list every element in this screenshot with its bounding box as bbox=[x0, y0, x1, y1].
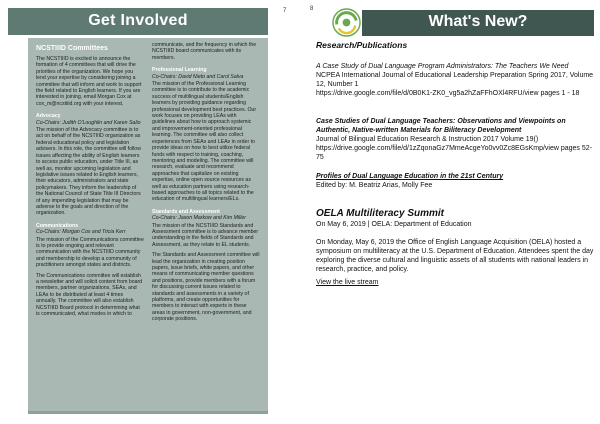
standards-assessment-heading: Standards and Assessment bbox=[152, 208, 220, 215]
summit-date-line: On May 6, 2019 | OELA: Department of Education bbox=[316, 221, 472, 228]
research-publications-heading: Research/Publications bbox=[316, 40, 408, 50]
get-involved-banner bbox=[8, 8, 268, 35]
live-stream-link[interactable]: View the live stream bbox=[316, 279, 379, 286]
whats-new-banner bbox=[362, 10, 594, 36]
summit-body: On Monday, May 6, 2019 the Office of English Language Acquisition (OELA) hosted a symposium on multiliteracy at the U.S. Department of Education. Attendees spent the day exploring the diverse cultural and linguistic assets of all students with national leaders in research, practice, and policy. bbox=[316, 239, 594, 273]
pub1-journal: NCPEA International Journal of Educational Leadership Preparation Spring 2017, Volume 12, Number 1 bbox=[316, 72, 594, 88]
pub1-title: A Case Study of Dual Language Program Administrators: The Teachers We Need bbox=[316, 63, 569, 70]
summit-title: OELA Multiliteracy Summit bbox=[316, 208, 444, 219]
page-number-7: 7 bbox=[283, 8, 287, 14]
advocacy-co-chairs: Co-Chairs: Judith O'Loughlin and Karen Salio bbox=[36, 119, 141, 126]
committees-intro: The NCSTIIID is excited to announce the formation of 4 committees that will drive the priorities of the organization. We hope you lend your expertise by considering joining a committee that will inform and work to support the field related to English learners. If you are interested in joining, email Morgan Cox at cox_m@ncstiiid.org with your interest. bbox=[36, 56, 142, 107]
whats-new-title: What's New? bbox=[428, 13, 528, 30]
pub1-url[interactable]: https://drive.google.com/file/d/0B0K1-ZK0_vg5a2hZaFFhOXl4RFU/view pages 1 - 18 bbox=[316, 90, 580, 97]
pub3-editor: Edited by: M. Beatriz Arias, Molly Fee bbox=[316, 182, 433, 189]
advocacy-heading: Advocacy bbox=[36, 113, 61, 120]
committees-column-1 bbox=[36, 42, 144, 407]
communications-heading: Communications bbox=[36, 222, 79, 229]
standards-assessment-co-chairs: Co-Chairs: Jason Markow and Kim Miller bbox=[152, 215, 246, 222]
pub2-url[interactable]: https://drive.google.com/file/d/1zZqonaGz7MmeAcgeYo0vv0Zc8EGsKmp/view pages 52-75 bbox=[316, 145, 592, 161]
pub3-title[interactable]: Profiles of Dual Language Education in the 21st Century bbox=[316, 173, 504, 180]
panel-footer-bar bbox=[28, 411, 268, 414]
get-involved-title: Get Involved bbox=[88, 12, 188, 29]
advocacy-body: The mission of the Advocacy committee is to act on behalf of the NCSTIIID organization as federal educational policy and legislation advisers. In this role, the committee will follow issues affecting the ability of English learners to access public education, under Title III, as well as, monitor upcoming legislation and legislative issues related to English learners, their educators, administrators and state policymakers. They inform the leadership of the National Council of State Title III Directors of any impending legislation that may be adverse to the goals and direction of the organization. bbox=[36, 127, 141, 217]
professional-learning-heading: Professional Learning bbox=[152, 67, 207, 74]
page-number-8: 8 bbox=[310, 6, 314, 12]
committees-column-2 bbox=[152, 42, 260, 407]
committees-heading: NCSTIIID Committees bbox=[36, 45, 108, 52]
professional-learning-co-chairs: Co-Chairs: David Nieto and Carol Salva bbox=[152, 73, 244, 80]
communications-body-1: The mission of the Communications committee is to provide ongoing and relevant communication with the NCSTIIID community and membership to develop a community of practitioners amongst states and districts. bbox=[36, 236, 144, 269]
ncstiiid-logo-icon bbox=[332, 8, 361, 37]
communications-continuation: communicate, and the frequency in which the NCSTIIID board communicates with its members. bbox=[152, 42, 257, 61]
pub2-title: Case Studies of Dual Language Teachers: Observations and Viewpoints on Authentic, Native-written Materials for Biliteracy Development bbox=[316, 118, 566, 134]
standards-assessment-body-2: The Standards and Assessment committee will lead the organization in creating position papers, issue briefs, white papers, and other means of communicating member questions and positions, provide members with a forum for discussing current issues related to standards and assessments in a variety of platforms, and create opportunities for members to interact with experts in these areas in government, non-government, and corporate positions. bbox=[152, 252, 260, 323]
standards-assessment-body-1: The mission of the NCSTIIID Standards and Assessment committee is to advance member understanding in the fields of Standards and Assessment, as they relate to EL students. bbox=[152, 222, 259, 248]
communications-body-2: The Communications committee will establish a newsletter and will solicit content from board members, partner organizations, SEAs, and LEAs to be distributed at least 4 times annually. The committee will also establish NCSTIIID Board protocol in determining what is communicated, what modes in which to bbox=[36, 272, 143, 318]
newsletter-page-8 bbox=[302, 0, 600, 424]
communications-co-chairs: Co-Chairs: Morgan Cox and Tricia Kerr bbox=[36, 229, 126, 236]
pub2-journal: Journal of Bilingual Education Research & Instruction 2017 Volume 19() bbox=[316, 136, 539, 143]
committees-panel bbox=[28, 38, 268, 411]
professional-learning-body: The mission of the Professional Learning committee is to contribute to the academic success of multilingual students/English learners by providing guidance regarding professional development best practices. Our work focuses on providing LEAs with guidelines about how to approach systemic and improvement-oriented professional learning. The committee will also collect experiences from SEAs and LEAs in order to provide ideas on how to best utilize federal funds with respect to training, coaching, mentoring and modeling. The committee will research, evaluate and recommend approaches that capitalize on existing expertise, online open source resources as well as education partners using research-based approaches to all topics related to the education of multilingual learners/ELs. bbox=[152, 81, 257, 203]
